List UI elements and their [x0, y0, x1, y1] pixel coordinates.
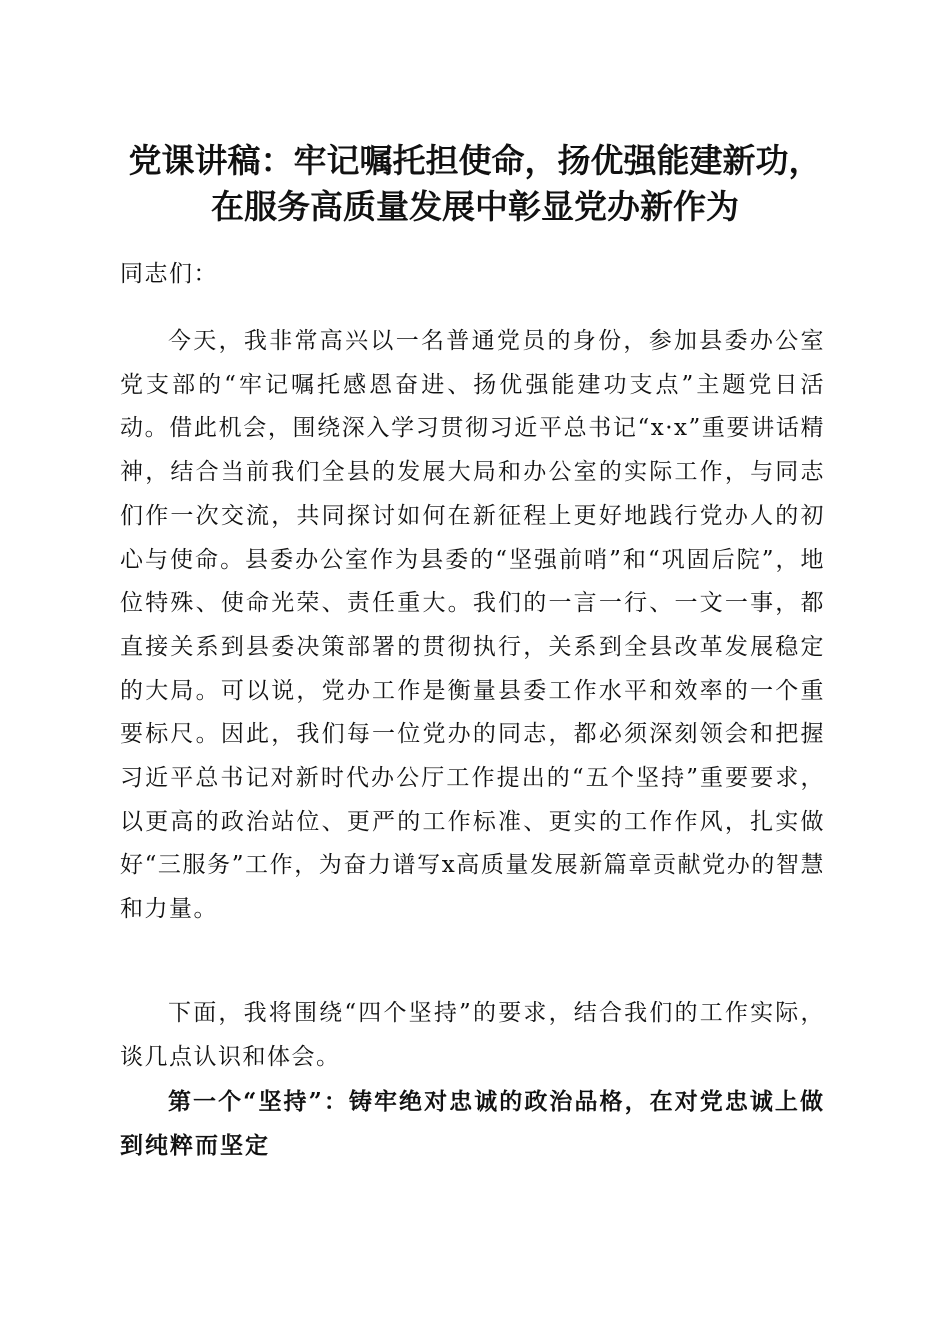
- greeting: 同志们：: [120, 261, 218, 287]
- paragraph-transition: 下面，我将围绕“四个坚持”的要求，结合我们的工作实际，谈几点认识和体会。: [120, 1000, 825, 1070]
- section-heading-first: 第一个“坚持”：铸牢绝对忠诚的政治品格，在对党忠诚上做到纯粹而坚定: [120, 1088, 825, 1159]
- paragraph-introduction: 今天，我非常高兴以一名普通党员的身份，参加县委办公室党支部的“牢记嘱托感恩奋进、扬优强能建功支点”主题党日活动。借此机会，围绕深入学习贯彻习近平总书记“x·x”重要讲话精神，结合当前我们全县的发展大局和办公室的实际工作，与同志们作一次交流，共同探讨如何在新征程上更好地践行党办人的初心与使命。县委办公室作为县委的“坚强前哨”和“巩固后院”，地位特殊、使命光荣、责任重大。我们的一言一行、一文一事，都直接关系到县委决策部署的贯彻执行，关系到全县改革发展稳定的大局。可以说，党办工作是衡量县委工作水平和效率的一个重要标尺。因此，我们每一位党办的同志，都必须深刻领会和把握习近平总书记对新时代办公厅工作提出的“五个坚持”重要要求，以更高的政治站位、更严的工作标准、更实的工作作风，扎实做好“三服务”工作，为奋力谱写x高质量发展新篇章贡献党办的智慧和力量。: [120, 328, 825, 923]
- document-title-line-2: 在服务高质量发展中彰显党办新作为: [211, 187, 739, 226]
- document-title-line-1: 党课讲稿：牢记嘱托担使命，扬优强能建新功，: [128, 141, 822, 180]
